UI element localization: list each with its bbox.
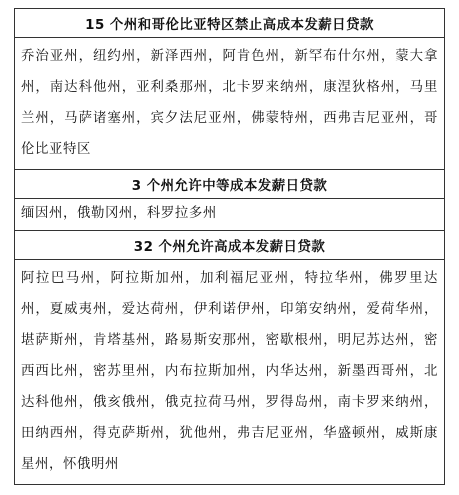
table-row bbox=[15, 260, 445, 485]
section-states-high-cost: 阿拉巴马州，阿拉斯加州，加利福尼亚州，特拉华州，佛罗里达州，夏威夷州，爱达荷州，伊利诺伊州，印第安纳州，爱荷华州，堪萨斯州，肯塔基州，路易斯安那州，密歇根州，明尼苏达州，密西西比州，密苏里州，内布拉斯加州，内华达州，新墨西哥州，北达科他州，俄亥俄州，俄克拉荷马州，罗得岛州，南卡罗来纳州，田纳西州，得克萨斯州，犹他州，弗吉尼亚州，华盛顿州，威斯康星州，怀俄明州 bbox=[15, 260, 445, 485]
payday-loan-state-table-document bbox=[14, 8, 445, 485]
table-row bbox=[15, 9, 445, 38]
table-row bbox=[15, 170, 445, 199]
table-row bbox=[15, 199, 445, 231]
section-states-medium-cost: 缅因州，俄勒冈州，科罗拉多州 bbox=[15, 199, 445, 231]
section-states-banned: 乔治亚州，纽约州，新泽西州，阿肯色州，新罕布什尔州，蒙大拿州，南达科他州，亚利桑那州，北卡罗来纳州，康涅狄格州，马里兰州，马萨诸塞州，宾夕法尼亚州，佛蒙特州，西弗吉尼亚州，哥伦比亚特区 bbox=[15, 38, 445, 170]
state-regulation-table bbox=[14, 8, 445, 485]
section-heading-banned: 15 个州和哥伦比亚特区禁止高成本发薪日贷款 bbox=[15, 9, 445, 38]
section-heading-medium-cost: 3 个州允许中等成本发薪日贷款 bbox=[15, 170, 445, 199]
table-row bbox=[15, 38, 445, 170]
section-heading-high-cost: 32 个州允许高成本发薪日贷款 bbox=[15, 231, 445, 260]
table-row bbox=[15, 231, 445, 260]
